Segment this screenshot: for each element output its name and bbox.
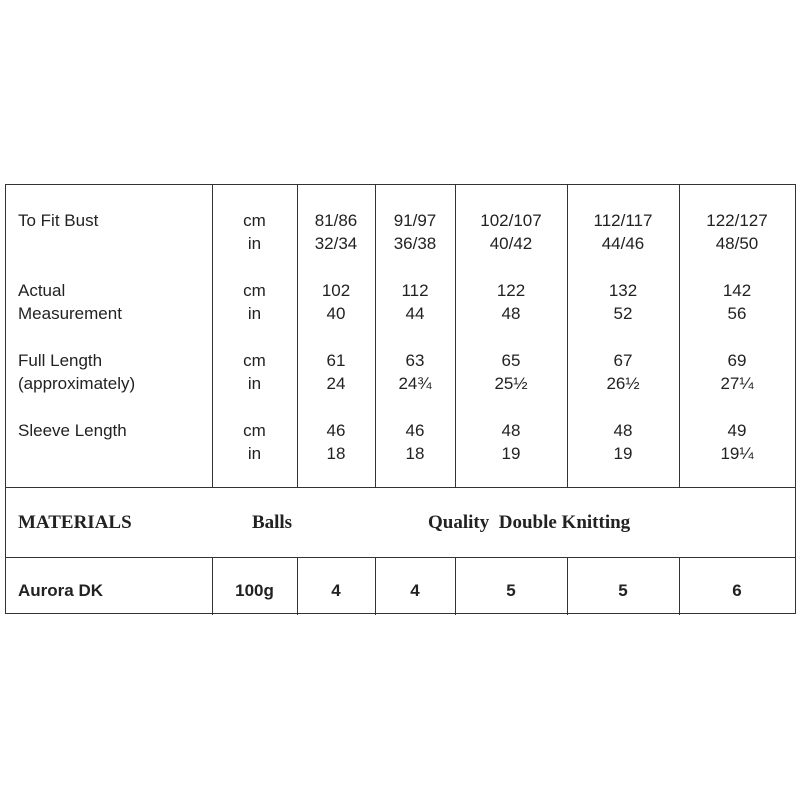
- balls-size-3: 5: [506, 581, 516, 600]
- bust-in-3: 40/42: [489, 234, 533, 253]
- actual-in-4: 52: [613, 304, 633, 323]
- sleeve-cm-2: 46: [405, 421, 425, 440]
- length-cm-1: 61: [326, 351, 346, 370]
- unit-in: in: [247, 234, 262, 253]
- unit-in: in: [247, 444, 262, 463]
- actual-cm-1: 102: [321, 281, 351, 300]
- sleeve-cm-1: 46: [326, 421, 346, 440]
- sleeve-cm-3: 48: [501, 421, 521, 440]
- row-label-sleeve: Sleeve Length: [18, 421, 127, 440]
- bust-cm-4: 112/117: [593, 211, 653, 230]
- sleeve-in-2: 18: [405, 444, 425, 463]
- balls-size-2: 4: [410, 581, 420, 600]
- balls-size-5: 6: [732, 581, 742, 600]
- divider-materials-top: [6, 487, 795, 488]
- length-in-3: 25½: [494, 374, 528, 393]
- row-label-actual-2: Measurement: [18, 304, 122, 323]
- yarn-weight: 100g: [235, 581, 274, 600]
- unit-cm: cm: [243, 421, 266, 440]
- sleeve-cm-5: 49: [727, 421, 747, 440]
- length-cm-3: 65: [501, 351, 521, 370]
- unit-in: in: [247, 374, 262, 393]
- length-in-5: 27¼: [720, 374, 754, 393]
- unit-cm: cm: [243, 281, 266, 300]
- actual-in-5: 56: [727, 304, 747, 323]
- bust-cm-5: 122/127: [706, 211, 768, 230]
- length-cm-5: 69: [727, 351, 747, 370]
- bust-in-2: 36/38: [393, 234, 437, 253]
- bust-in-5: 48/50: [715, 234, 759, 253]
- sleeve-cm-4: 48: [613, 421, 633, 440]
- row-label-actual-1: Actual: [18, 281, 66, 300]
- actual-in-1: 40: [326, 304, 346, 323]
- quality-heading: Quality Double Knitting: [428, 512, 631, 533]
- length-in-1: 24: [326, 374, 346, 393]
- length-cm-4: 67: [613, 351, 633, 370]
- sleeve-in-1: 18: [326, 444, 346, 463]
- actual-in-2: 44: [405, 304, 425, 323]
- actual-cm-3: 122: [496, 281, 526, 300]
- bust-cm-1: 81/86: [314, 211, 358, 230]
- length-in-2: 24¾: [398, 374, 432, 393]
- sleeve-in-5: 19¼: [720, 444, 754, 463]
- bust-in-1: 32/34: [314, 234, 358, 253]
- unit-cm: cm: [243, 351, 266, 370]
- balls-size-1: 4: [331, 581, 341, 600]
- actual-cm-4: 132: [608, 281, 638, 300]
- actual-cm-5: 142: [722, 281, 752, 300]
- divider-materials-bottom: [6, 557, 795, 558]
- bust-in-4: 44/46: [601, 234, 645, 253]
- sleeve-in-3: 19: [501, 444, 521, 463]
- length-in-4: 26½: [606, 374, 640, 393]
- actual-in-3: 48: [501, 304, 521, 323]
- size-table: [5, 184, 796, 614]
- yarn-name: Aurora DK: [18, 581, 104, 600]
- balls-size-4: 5: [618, 581, 628, 600]
- row-label-length-2: (approximately): [18, 374, 136, 393]
- balls-heading: Balls: [251, 512, 293, 533]
- unit-in: in: [247, 304, 262, 323]
- unit-cm: cm: [243, 211, 266, 230]
- row-label-length-1: Full Length: [18, 351, 103, 370]
- row-label-bust: To Fit Bust: [18, 211, 99, 230]
- sleeve-in-4: 19: [613, 444, 633, 463]
- bust-cm-2: 91/97: [393, 211, 437, 230]
- actual-cm-2: 112: [401, 281, 429, 300]
- bust-cm-3: 102/107: [480, 211, 542, 230]
- materials-heading: MATERIALS: [18, 512, 132, 533]
- length-cm-2: 63: [405, 351, 425, 370]
